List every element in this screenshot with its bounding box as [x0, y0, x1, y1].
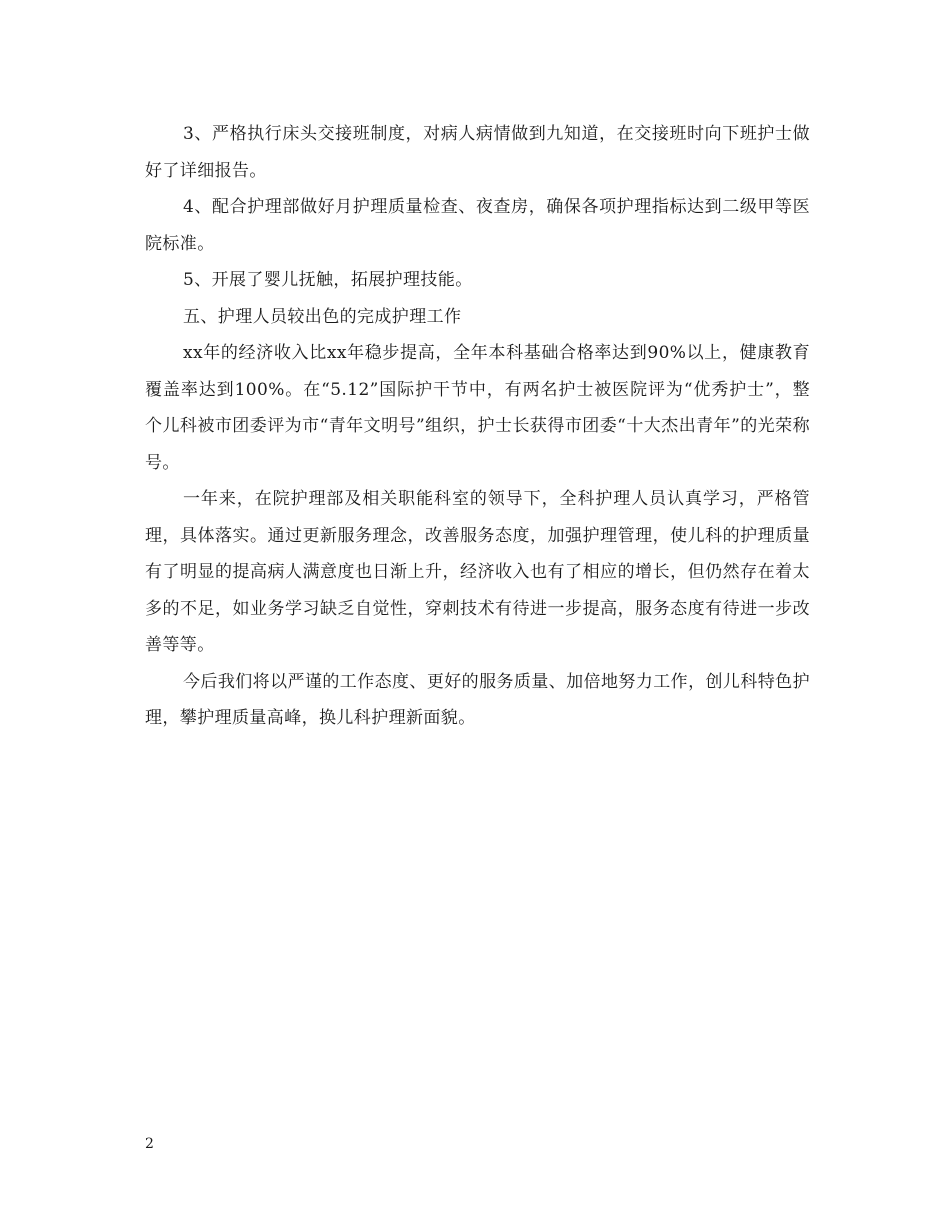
paragraph-economic-income: xx年的经济收入比xx年稳步提高，全年本科基础合格率达到90%以上，健康教育覆盖率达到100%。在“5.12”国际护干节中，有两名护士被医院评为“优秀护士”，整个儿科被市团委评为市“青年文明号”组织，护士长获得市团委“十大杰出青年”的光荣称号。 [145, 343, 810, 473]
section-heading-5: 五、护理人员较出色的完成护理工作 [183, 306, 462, 327]
paragraph-item-3: 3、严格执行床头交接班制度，对病人病情做到九知道，在交接班时向下班护士做好了详细报告。 [145, 124, 810, 181]
paragraph-item-4: 4、配合护理部做好月护理质量检查、夜查房，确保各项护理指标达到二级甲等医院标准。 [145, 197, 810, 254]
paragraph-item-5: 5、开展了婴儿抚触，拓展护理技能。 [183, 270, 473, 290]
paragraph-year-summary: 一年来，在院护理部及相关职能科室的领导下，全科护理人员认真学习，严格管理，具体落实。通过更新服务理念，改善服务态度，加强护理管理，使儿科的护理质量有了明显的提高病人满意度也日渐上升，经济收入也有了相应的增长，但仍然存在着太多的不足，如业务学习缺乏自觉性，穿刺技术有待进一步提高，服务态度有待进一步改善等等。 [145, 489, 810, 655]
page-number: 2 [145, 1136, 154, 1152]
document-body [145, 116, 810, 737]
paragraph-future-plan: 今后我们将以严谨的工作态度、更好的服务质量、加倍地努力工作，创儿科特色护理，攀护理质量高峰，换儿科护理新面貌。 [145, 671, 810, 728]
